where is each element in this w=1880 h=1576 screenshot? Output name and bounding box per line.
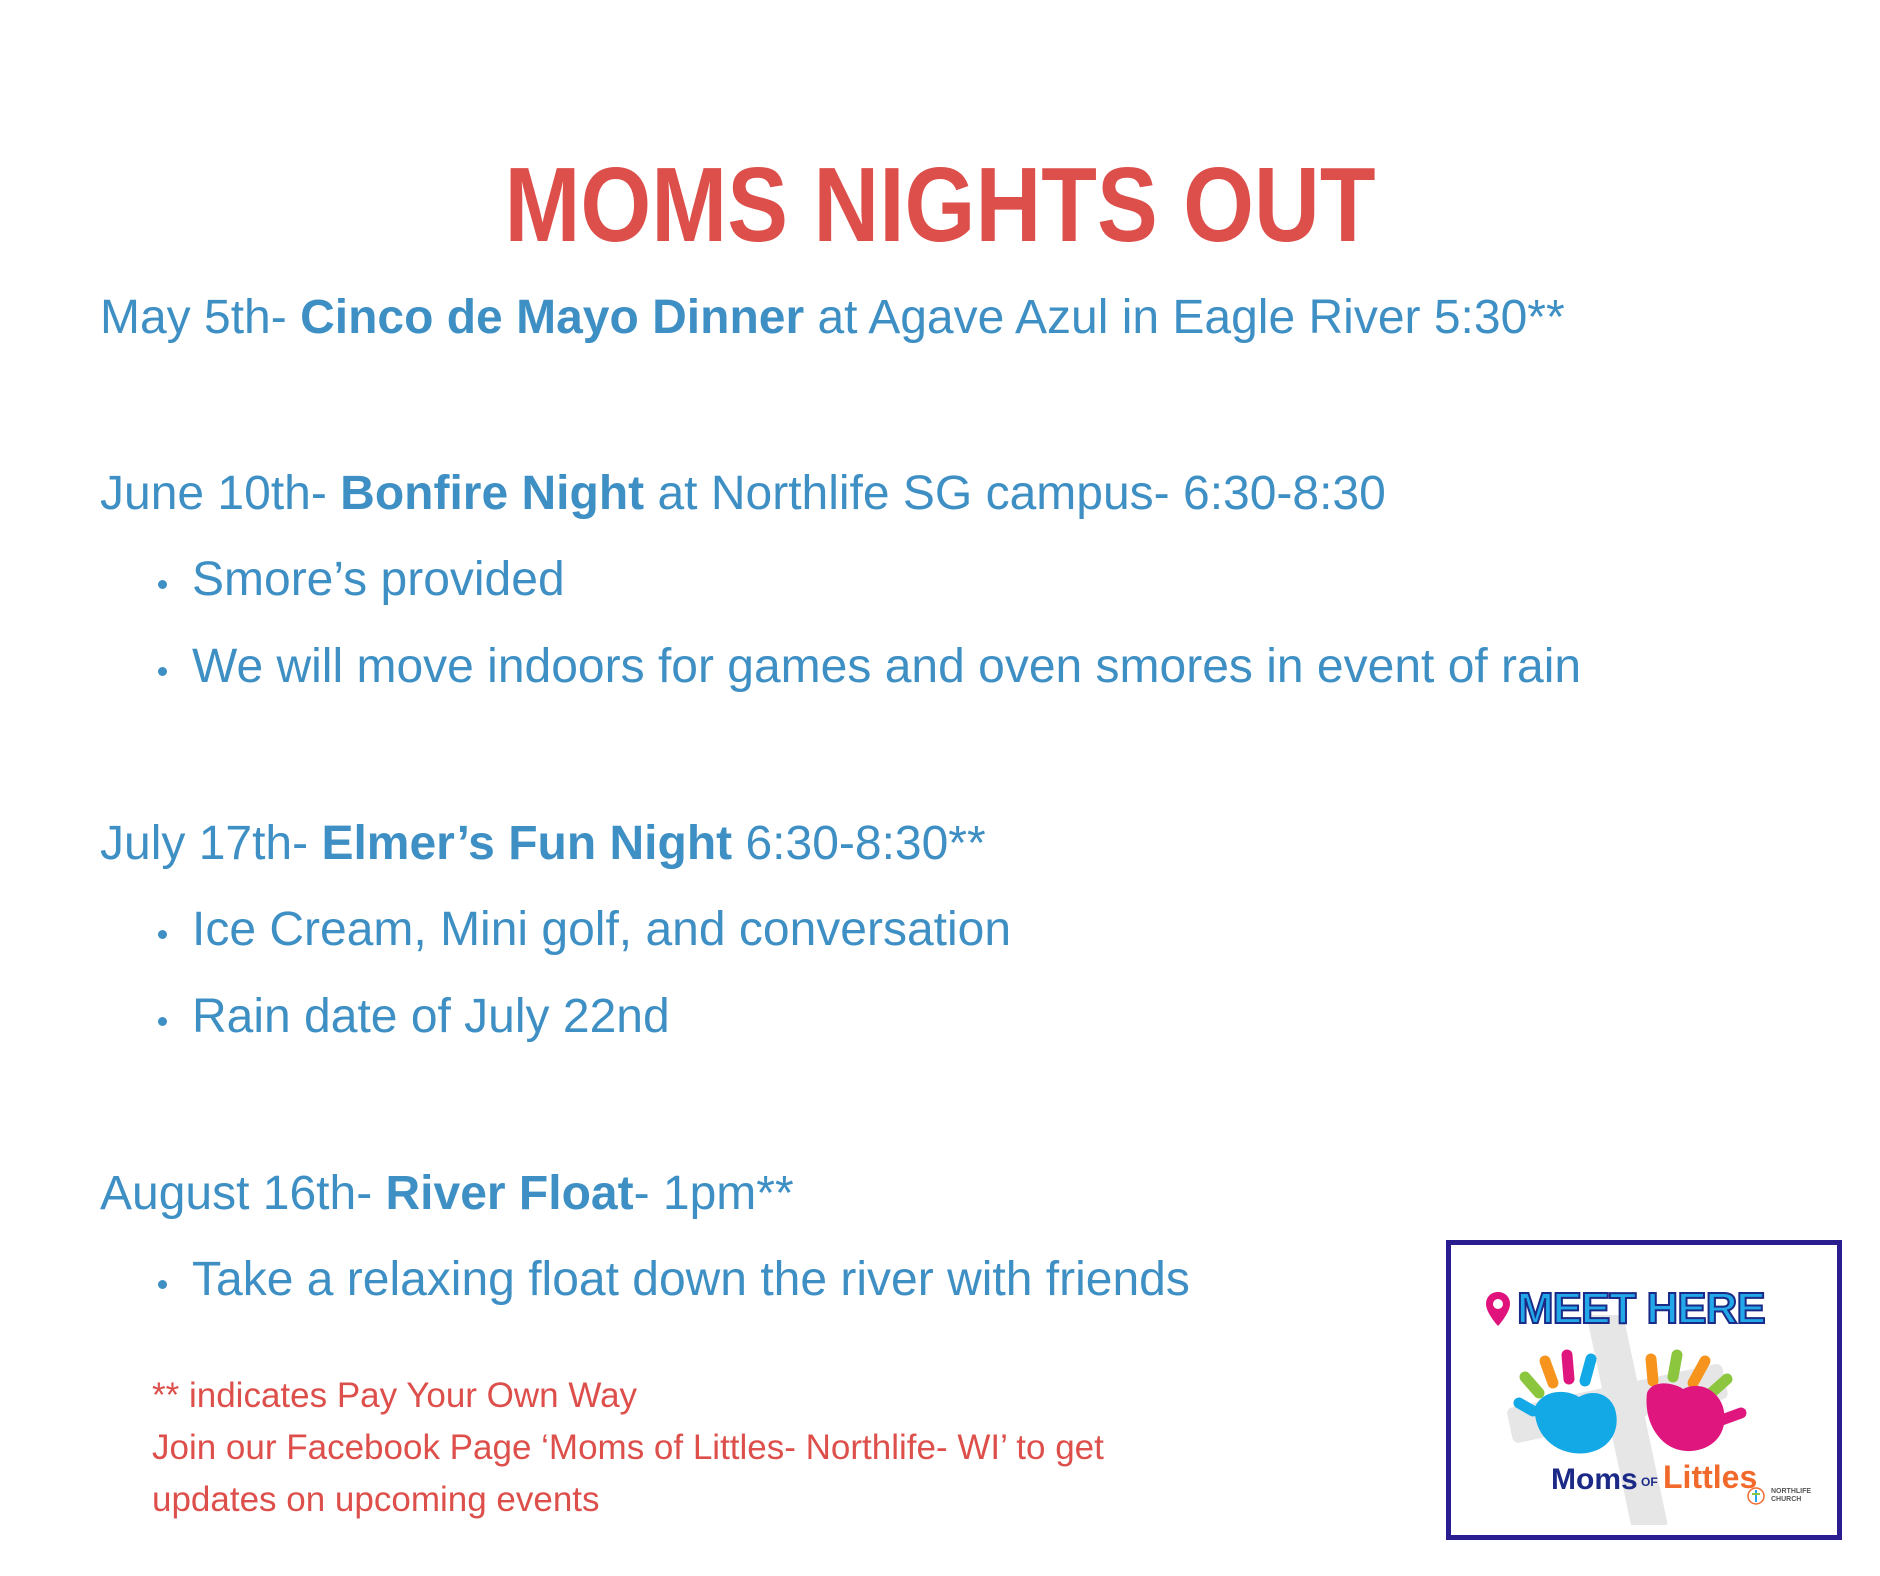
handprint-icon [1513, 1345, 1643, 1465]
moms-of-littles-logo [1446, 1240, 1842, 1540]
event-june [100, 467, 1386, 520]
event-name: Elmer’s Fun Night [321, 817, 733, 870]
page-title: MOMS NIGHTS OUT [504, 146, 1376, 264]
event-july [100, 817, 986, 870]
event-details: 6:30-8:30** [732, 817, 986, 870]
list-item: We will move indoors for games and oven smores in event of rain [150, 643, 1581, 691]
pay-note: ** indicates Pay Your Own Way [152, 1376, 638, 1415]
event-details: - 1pm** [633, 1167, 794, 1220]
event-date: May 5th- [100, 291, 301, 344]
moms-text: Moms [1551, 1463, 1638, 1496]
event-name: River Float [385, 1167, 634, 1220]
event-name: Cinco de Mayo Dinner [300, 291, 805, 344]
littles-text: Littles [1663, 1459, 1758, 1495]
list-item: Rain date of July 22nd [150, 993, 1011, 1041]
church-name: NORTHLIFE [1771, 1488, 1812, 1496]
meet-here-row [1485, 1284, 1765, 1333]
facebook-note: Join our Facebook Page ‘Moms of Littles- Northlife- WI’ to get [152, 1428, 1104, 1467]
event-may [100, 291, 1565, 344]
event-august-bullets [150, 1253, 1190, 1306]
event-july-bullets [150, 903, 1012, 1043]
event-august [100, 1167, 794, 1220]
handprint-icon [1637, 1341, 1767, 1461]
event-name: Bonfire Night [340, 467, 645, 520]
event-date: June 10th- [100, 467, 341, 520]
church-logo [1747, 1487, 1811, 1505]
of-text: OF [1641, 1475, 1658, 1489]
event-date: July 17th- [100, 817, 322, 870]
event-date: August 16th- [100, 1167, 386, 1220]
event-details: at Northlife SG campus- 6:30-8:30 [644, 467, 1386, 520]
event-details: at Agave Azul in Eagle River 5:30** [804, 291, 1565, 344]
cross-icon [1747, 1487, 1765, 1505]
event-june-bullets [150, 553, 1582, 693]
facebook-note-cont: updates on upcoming events [152, 1480, 600, 1519]
church-word: CHURCH [1771, 1496, 1802, 1503]
location-pin-icon [1485, 1291, 1511, 1327]
list-item: Smore’s provided [150, 556, 1581, 604]
meet-here-text: MEET HERE [1517, 1284, 1765, 1333]
list-item: Ice Cream, Mini golf, and conversation [150, 906, 1011, 954]
list-item: Take a relaxing float down the river with friends [150, 1256, 1190, 1304]
